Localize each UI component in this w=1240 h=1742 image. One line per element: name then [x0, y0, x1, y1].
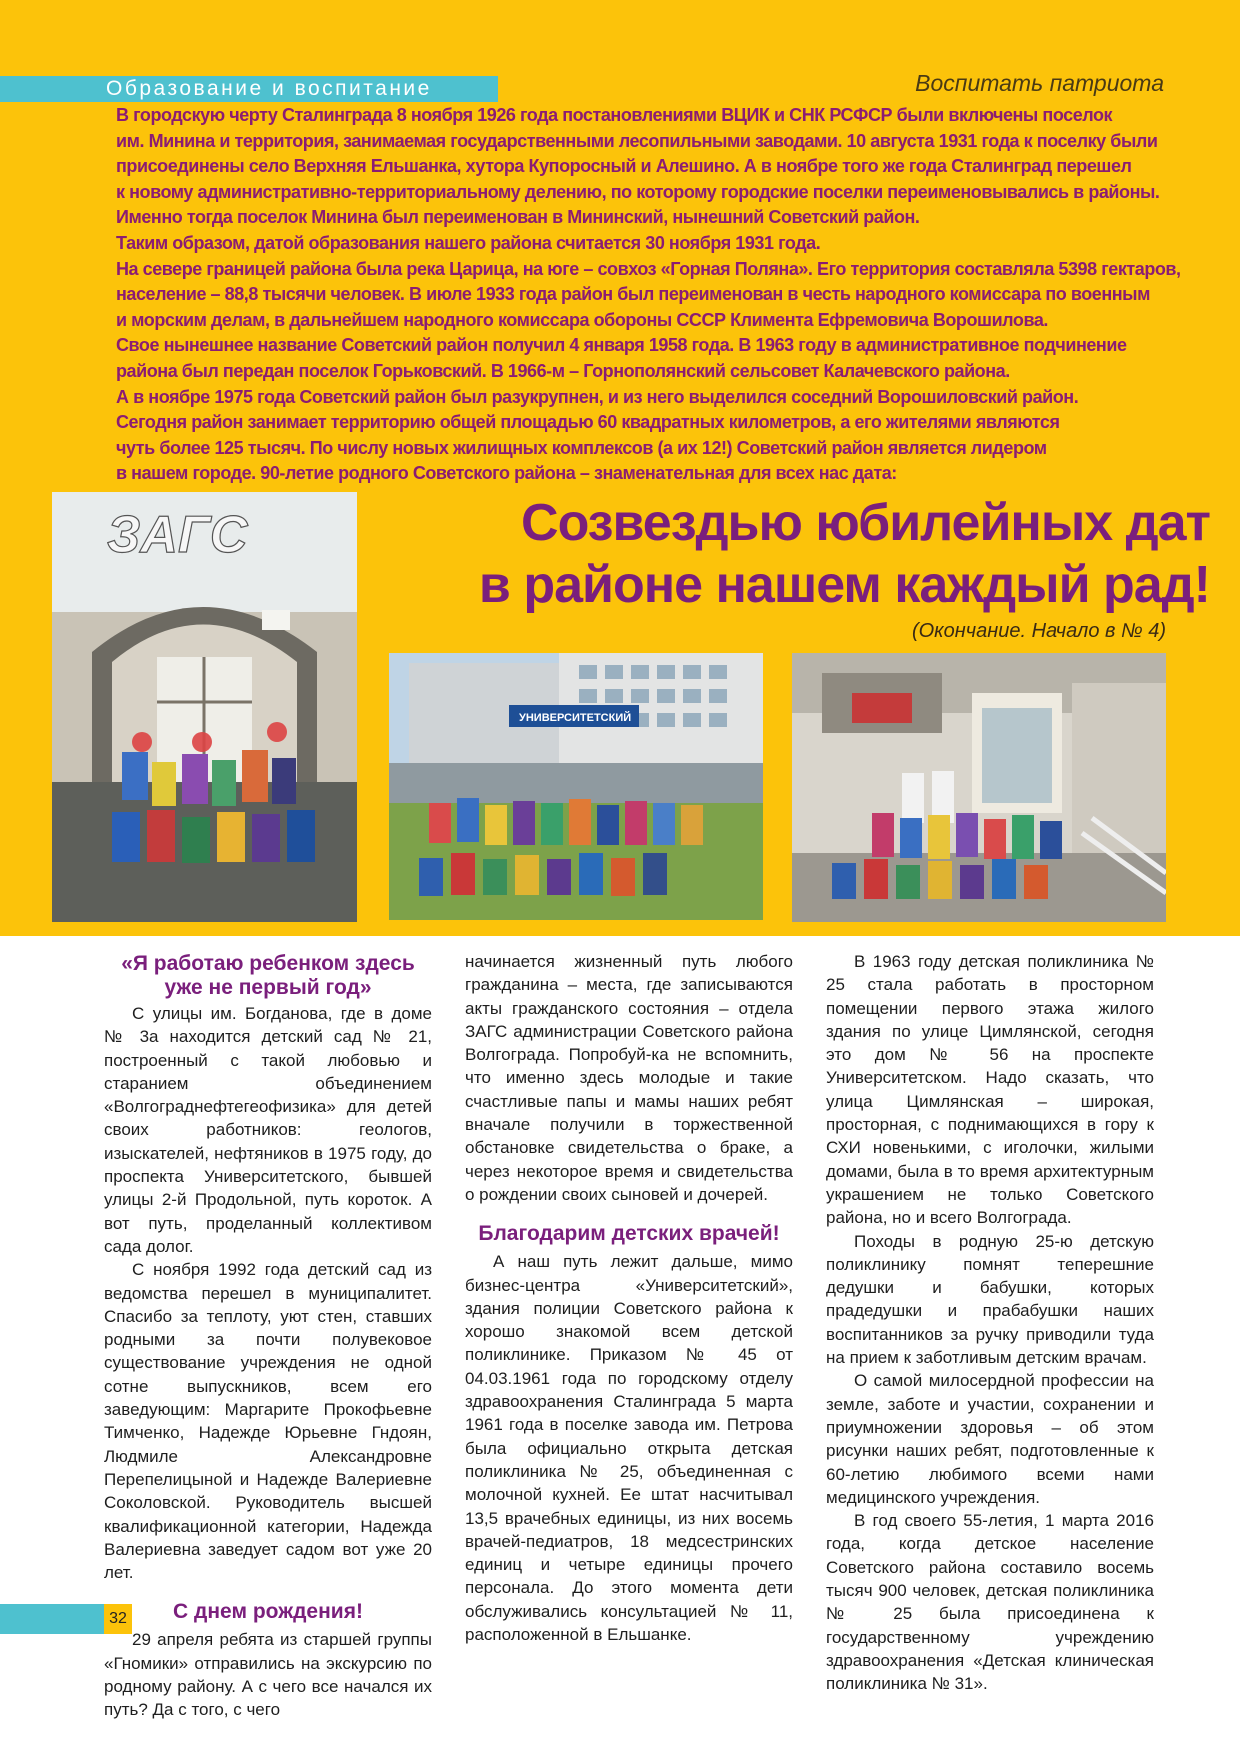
intro-line: В городскую черту Сталинграда 8 ноября 1926 года постановлениями ВЦИК и СНК РСФСР были включены поселок: [116, 105, 1113, 125]
column-1: [104, 950, 432, 1722]
zags-photo-illustration: [52, 492, 357, 922]
headline-line-2: в районе нашем каждый рад!: [478, 556, 1210, 614]
intro-line: Именно тогда поселок Минина был переименован в Мининский, нынешний Советский район.: [116, 207, 920, 228]
clinic-illustration: [792, 653, 1166, 922]
intro-line: к новому административно-территориальному делению, по которому городские поселки переименовывались в районы.: [116, 181, 1160, 202]
continuation-note: (Окончание. Начало в № 4): [911, 620, 1166, 642]
paragraph: А наш путь лежит дальше, мимо бизнес-центра «Университетский», здания полиции Советского района к хорошо знакомой всем детской поликлинике. Приказом № 45 от 04.03.1961 года по городскому отделу здравоохранения Сталинграда 5 марта 1961 года в поселке завода им. Петрова была официально открыта детская поликлиника № 25, объединенная с молочной кухней. Ее штат насчитывал 13,5 врачебных единицы, из них восемь врачей-педиатров, 18 медсестринских единиц и четыре единицы прочего персонала. До этого момента дети обслуживались консультацией № 11, расположенной в Ельшанке.: [465, 1252, 793, 1645]
paragraph: В 1963 году детская поликлиника № 25 стала работать в просторном помещении первого этажа жилого здания по улице Цимлянской, сегодня это дом № 56 на проспекте Университетском. Надо сказать, что улица Цимлянская – широкая, просторная, с поднимающихся в гору к СХИ новенькими, с иголочки, жилыми домами, была в то время архитектурным украшением не только Советского района, но и всего Волгограда.: [826, 952, 1154, 1228]
building-sign: УНИВЕРСИТЕТСКИЙ: [519, 712, 632, 724]
intro-line: района был передан поселок Горьковский. В 1966-м – Горнополянский сельсовет Калачевского района.: [116, 360, 1010, 381]
section-heading: С днем рождения!: [173, 1600, 363, 1624]
paragraph: В год своего 55-летия, 1 марта 2016 года, когда детское население Советского района составило восемь тысяч 900 человек, детская поликлиника № 25 была присоединена к государственному учреждению здравоохранения «Детская клиническая поликлиника № 31».: [826, 1511, 1154, 1694]
section-title: Воспитать патриота: [915, 70, 1164, 96]
intro-line: им. Минина и территория, занимаемая государственными лесопильными заводами. 10 августа 1931 года к поселку были: [116, 130, 1158, 151]
paragraph: 29 апреля ребята из старшей группы «Гномики» отправились на экскурсию по родному району. А с чего все начался их путь? Да с того, с чего: [104, 1630, 432, 1720]
page-number: 32: [104, 1604, 132, 1634]
business-center-illustration: [389, 653, 763, 920]
section-heading: «Я работаю ребенком здесь уже не первый год»: [121, 952, 415, 999]
intro-line: в нашем городе. 90-летие родного Советского района – знаменательная для всех нас дата:: [116, 463, 897, 484]
intro-line: Таким образом, датой образования нашего района считается 30 ноября 1931 года.: [116, 232, 821, 253]
paragraph: С улицы им. Богданова, где в доме № 3а находится детский сад № 21, построенный с такой любовью и старанием объединением «Волгограднефтегеофизика» для детей своих работников: геологов, изыскателей, нефтяников в 1975 году, до проспекта Университетского, бывшей улицы 2-й Продольной, путь короток. А вот путь, проделанный коллективом сада долог.: [104, 1004, 432, 1256]
column-2: [465, 950, 793, 1646]
intro-line: чуть более 125 тысяч. По числу новых жилищных комплексов (а их 12!) Советский район является лидером: [116, 437, 1047, 458]
rubric-label: Образование и воспитание: [106, 77, 432, 100]
zags-sign: ЗАГС: [107, 506, 248, 564]
headline: [380, 492, 1210, 616]
paragraph: О самой милосердной профессии на земле, заботе и участии, сохранении и приумножении здоровья – об этом рисунки наших ребят, подготовленные к 60-летию любимого всеми нами медицинского учреждения.: [826, 1371, 1154, 1507]
paragraph: Походы в родную 25-ю детскую поликлинику помнят теперешние дедушки и бабушки, которых прадедушки и прабабушки наших воспитанников за ручку приводили туда на прием к заботливым детским врачам.: [826, 1231, 1154, 1368]
section-heading: Благодарим детских врачей!: [478, 1222, 780, 1246]
intro-line: присоединены село Верхняя Ельшанка, хутора Купоросный и Алешино. А в ноябре того же года Сталинград перешел: [116, 156, 1132, 177]
intro-line: На севере границей района была река Царица, на юге – совхоз «Горная Поляна». Его территория составляла 5398 гектаров,: [116, 258, 1181, 279]
intro-line: и морским делам, в дальнейшем народного комиссара обороны СССР Климента Ефремовича Ворошилова.: [116, 309, 1048, 330]
clinic-photo: [792, 653, 1166, 922]
intro-text: [116, 103, 1181, 487]
paragraph: начинается жизненный путь любого гражданина – места, где записываются акты гражданского состояния – отдела ЗАГС администрации Советского района Волгограда. Попробуй-ка не вспомнить, что именно здесь молодые и такие счастливые папы и мамы наших ребят вначале получили в торжественной обстановке свидетельства о браке, а через некоторое время и свидетельства о рождении своих сыновей и дочерей.: [465, 952, 793, 1204]
business-center-photo: [389, 653, 763, 920]
zags-photo: [52, 492, 357, 922]
intro-line: Сегодня район занимает территорию общей площадью 60 квадратных километров, а его жителями являются: [116, 412, 1060, 433]
paragraph: С ноября 1992 года детский сад из ведомства перешел в муниципалитет. Спасибо за теплоту, уют стен, ставших родными за почти полувековое существование учреждения не одной сотне выпускников, всем его заведующим: Маргарите Прокофьевне Тимченко, Надежде Юрьевне Гндоян, Людмиле Александровне Перепелицыной и Надежде Валериевне Соколовской. Руководитель высшей квалификационной категории, Надежда Валериевна заведует садом вот уже 20 лет.: [104, 1260, 432, 1583]
intro-line: А в ноябре 1975 года Советский район был разукрупнен, и из него выделился соседний Ворошиловский район.: [116, 386, 1079, 407]
intro-line: Свое нынешнее название Советский район получил 4 января 1958 года. В 1963 году в административное подчинение: [116, 335, 1127, 356]
page-tab: [0, 1604, 104, 1634]
column-3: [826, 950, 1154, 1696]
intro-line: население – 88,8 тысячи человек. В июле 1933 года район был переименован в честь народного комиссара по военным: [116, 284, 1150, 305]
headline-line-1: Созвездью юбилейных дат: [521, 494, 1210, 552]
